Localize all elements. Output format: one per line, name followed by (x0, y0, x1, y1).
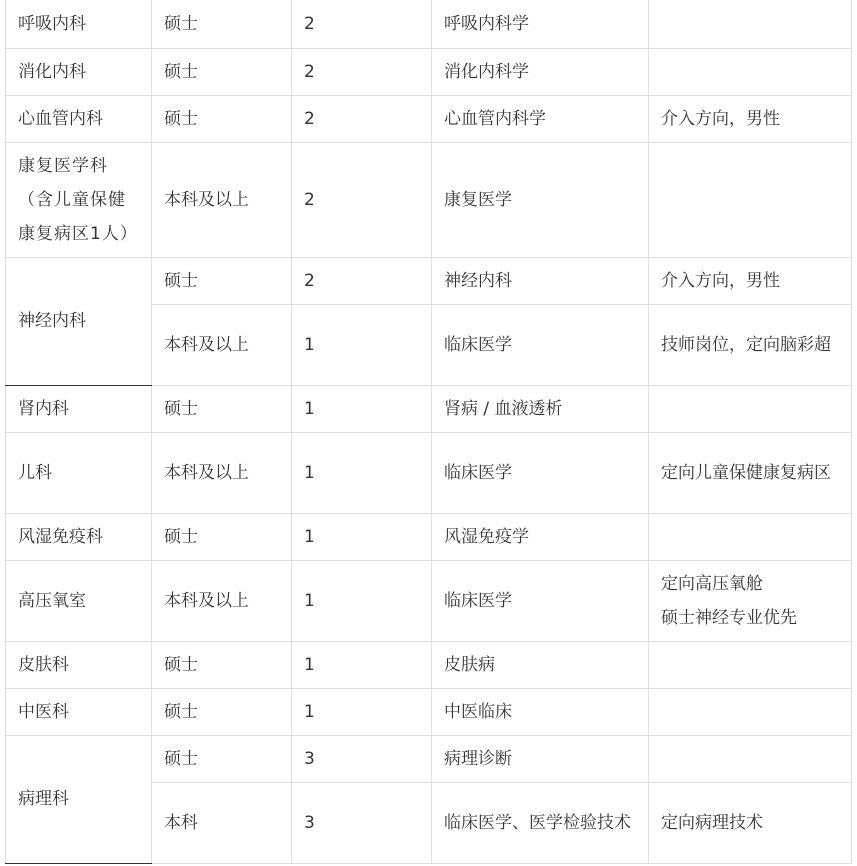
table-row (6, 48, 852, 95)
degree-cell: 硕士 (152, 385, 292, 432)
department-cell: 高压氧室 (6, 560, 152, 641)
count-cell: 2 (292, 48, 432, 95)
major-cell: 呼吸内科学 (432, 0, 649, 48)
note-cell (649, 560, 852, 641)
table-row (6, 142, 852, 257)
degree-cell: 硕士 (152, 48, 292, 95)
count-cell: 2 (292, 257, 432, 304)
count-cell: 3 (292, 735, 432, 782)
degree-cell: 本科及以上 (152, 142, 292, 257)
note-cell: 定向病理技术 (649, 782, 852, 863)
degree-cell: 硕士 (152, 0, 292, 48)
major-cell: 临床医学 (432, 560, 649, 641)
recruitment-table (5, 0, 852, 864)
degree-cell: 硕士 (152, 513, 292, 560)
note-cell: 技师岗位，定向脑彩超 (649, 304, 852, 385)
major-cell: 肾病 / 血液透析 (432, 385, 649, 432)
department-cell: 康复医学科（含儿童保健康复病区1人） (6, 142, 152, 257)
table-row (6, 641, 852, 688)
major-cell: 神经内科 (432, 257, 649, 304)
note-cell (649, 513, 852, 560)
major-cell: 皮肤病 (432, 641, 649, 688)
count-cell: 1 (292, 560, 432, 641)
department-cell: 皮肤科 (6, 641, 152, 688)
note-cell (649, 385, 852, 432)
table-row (6, 560, 852, 641)
note-line: 硕士神经专业优先 (661, 607, 797, 628)
note-cell (649, 735, 852, 782)
degree-cell: 本科及以上 (152, 304, 292, 385)
note-cell: 定向儿童保健康复病区 (649, 432, 852, 513)
count-cell: 1 (292, 513, 432, 560)
table-row (6, 385, 852, 432)
degree-cell: 硕士 (152, 257, 292, 304)
degree-cell: 硕士 (152, 688, 292, 735)
note-cell (649, 688, 852, 735)
table-row (6, 0, 852, 48)
degree-cell: 本科及以上 (152, 432, 292, 513)
note-cell (649, 641, 852, 688)
degree-cell: 硕士 (152, 735, 292, 782)
table-row (6, 688, 852, 735)
degree-cell: 本科 (152, 782, 292, 863)
major-cell: 临床医学 (432, 432, 649, 513)
note-cell: 介入方向，男性 (649, 95, 852, 142)
count-cell: 2 (292, 142, 432, 257)
major-cell: 康复医学 (432, 142, 649, 257)
note-line: 定向高压氧舱 (661, 573, 763, 594)
count-cell: 2 (292, 0, 432, 48)
count-cell: 1 (292, 385, 432, 432)
note-cell: 介入方向，男性 (649, 257, 852, 304)
count-cell: 1 (292, 432, 432, 513)
table-row (6, 95, 852, 142)
count-cell: 1 (292, 641, 432, 688)
department-cell: 呼吸内科 (6, 0, 152, 48)
count-cell: 3 (292, 782, 432, 863)
count-cell: 1 (292, 688, 432, 735)
table-row (6, 513, 852, 560)
count-cell: 2 (292, 95, 432, 142)
note-cell (649, 48, 852, 95)
major-cell: 病理诊断 (432, 735, 649, 782)
department-cell: 儿科 (6, 432, 152, 513)
department-cell: 中医科 (6, 688, 152, 735)
table-row (6, 257, 852, 304)
degree-cell: 本科及以上 (152, 560, 292, 641)
major-cell: 临床医学、医学检验技术 (432, 782, 649, 863)
department-cell: 病理科 (6, 735, 152, 863)
table-row (6, 735, 852, 782)
major-cell: 心血管内科学 (432, 95, 649, 142)
note-cell (649, 142, 852, 257)
major-cell: 消化内科学 (432, 48, 649, 95)
department-cell: 神经内科 (6, 257, 152, 385)
major-cell: 中医临床 (432, 688, 649, 735)
count-cell: 1 (292, 304, 432, 385)
department-cell: 心血管内科 (6, 95, 152, 142)
table-row (6, 432, 852, 513)
note-cell (649, 0, 852, 48)
major-cell: 临床医学 (432, 304, 649, 385)
major-cell: 风湿免疫学 (432, 513, 649, 560)
degree-cell: 硕士 (152, 641, 292, 688)
department-cell: 风湿免疫科 (6, 513, 152, 560)
department-cell: 消化内科 (6, 48, 152, 95)
department-cell: 肾内科 (6, 385, 152, 432)
degree-cell: 硕士 (152, 95, 292, 142)
